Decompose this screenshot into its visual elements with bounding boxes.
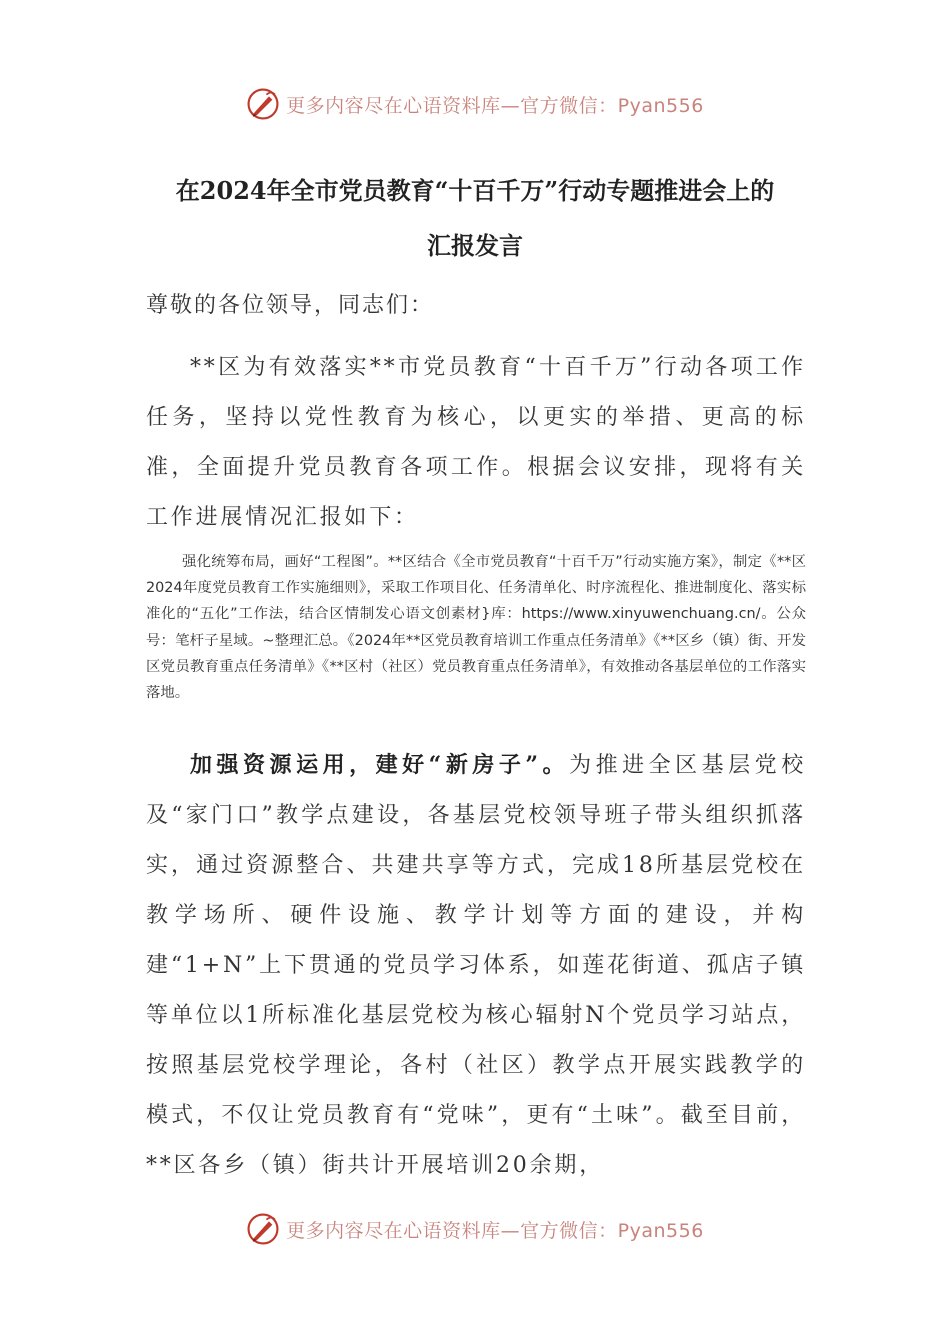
- section2-paragraph: [146, 740, 806, 1191]
- section1-paragraph: 强化统筹布局，画好“工程图”。**区结合《全市党员教育“十百千万”行动实施方案》，制定《**区2024年度党员教育工作实施细则》，采取工作项目化、任务清单化、时序流程化、推进制度化、落实标准化的“五化”工作法，结合区情制发心语文创素材}库：https://www.xinyuwenchuang.cn/。公众号：笔杆子星域。~整理汇总。《2024年**区党员教育培训工作重点任务清单》《**区乡（镇）街、开发区党员教育重点任务清单》《**区村（社区）党员教育重点任务清单》，有效推动各基层单位的工作落实落地。: [146, 554, 806, 702]
- watermark-text: 更多内容尽在心语资料库—官方微信：Pyan556: [286, 94, 704, 117]
- section2-lead: 加强资源运用，建好“新房子”。: [190, 752, 570, 778]
- watermark-header: [0, 84, 950, 124]
- watermark-text: 更多内容尽在心语资料库—官方微信：Pyan556: [286, 1219, 704, 1242]
- pen-logo-icon: [246, 1212, 280, 1246]
- watermark-footer: [0, 1209, 950, 1249]
- salutation: 尊敬的各位领导，同志们：: [146, 293, 435, 318]
- section2-body: 为推进全区基层党校及“家门口”教学点建设，各基层党校领导班子带头组织抓落实，通过资源整合、共建共享等方式，完成18所基层党校在教学场所、硬件设施、教学计划等方面的建设，并构建“1+N”上下贯通的党员学习体系，如莲花街道、孤店子镇等单位以1所标准化基层党校为核心辐射N个党员学习站点，按照基层党校学理论，各村（社区）教学点开展实践教学的模式，不仅让党员教育有“党味”，更有“土味”。截至目前，**区各乡（镇）街共计开展培训20余期，: [146, 753, 806, 1178]
- document-title-line1: 在2024年全市党员教育“十百千万”行动专题推进会上的: [175, 176, 775, 205]
- document-title-line2: 汇报发言: [427, 231, 523, 260]
- pen-logo-icon: [246, 87, 280, 121]
- intro-paragraph: **区为有效落实**市党员教育“十百千万”行动各项工作任务，坚持以党性教育为核心，以更实的举措、更高的标准，全面提升党员教育各项工作。根据会议安排，现将有关工作进展情况汇报如下：: [146, 355, 806, 530]
